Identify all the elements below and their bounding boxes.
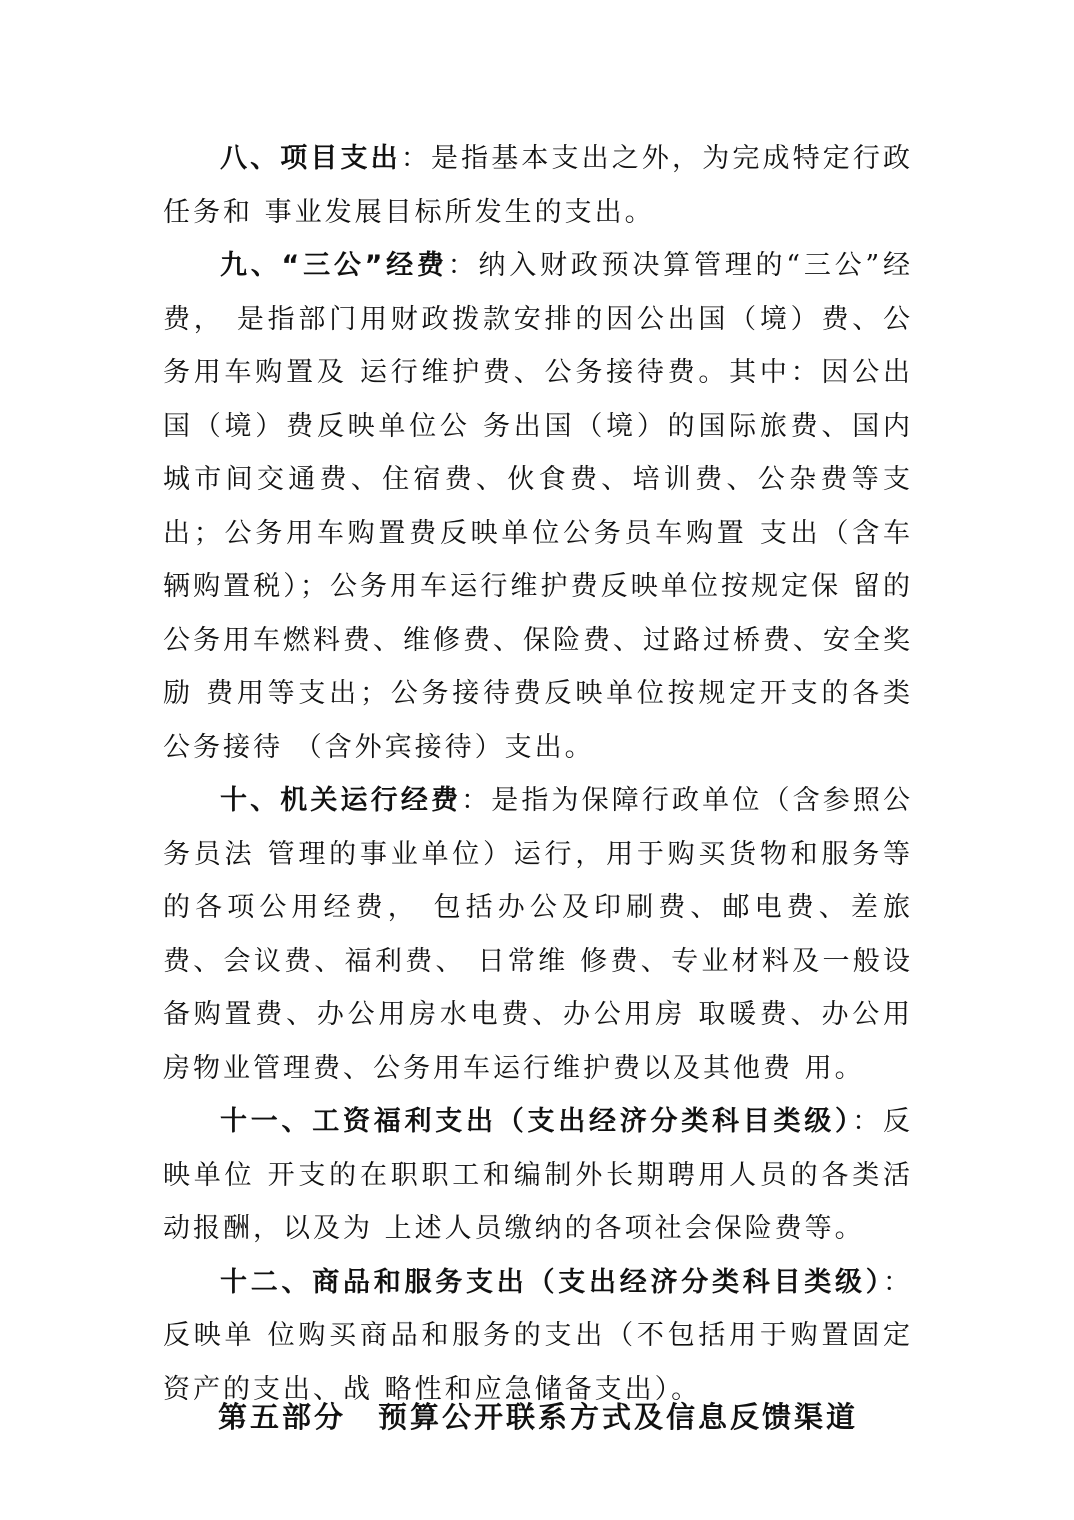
term-heading: 十、机关运行经费 — [220, 785, 462, 816]
paragraph-three-public-expenses — [163, 239, 913, 774]
term-heading: 十一、工资福利支出（支出经济分类科目类级） — [220, 1106, 853, 1137]
term-heading: 十二、商品和服务支出（支出经济分类科目类级） — [220, 1266, 883, 1298]
paragraph-agency-operating-funds — [163, 774, 913, 1095]
term-heading: 八、项目支出 — [220, 143, 401, 174]
paragraph-text: ：反映单位 开支的在职职工和编制外长期聘用人员的各类活动报酬，以及为 上述人员缴纳的各项社会保险费等。 — [163, 1106, 913, 1244]
paragraph-text: ：是指为保障行政单位（含参照公务员法 管理的事业单位）运行，用于购买货物和服务等的各项公用经费， 包括办公及印刷费、邮电费、差旅费、会议费、福利费、 日常维 修费、专业材料及一般设备购置费、办公用房水电费、办公用房 取暖费、办公用房物业管理费、公务用车运行维护费以及其他费 用。 — [163, 785, 914, 1084]
section-title: 第五部分 预算公开联系方式及信息反馈渠道 — [217, 1400, 858, 1434]
term-heading: 九、“三公”经费 — [220, 250, 448, 281]
document-body — [163, 132, 913, 1416]
paragraph-wage-welfare-expenditure — [163, 1095, 913, 1256]
paragraph-text: ：反映单 位购买商品和服务的支出（不包括用于购置固定资产的支出、战 略性和应急储备支出）。 — [163, 1266, 913, 1405]
paragraph-text: ：是指基本支出之外，为完成特定行政任务和 事业发展目标所发生的支出。 — [163, 143, 914, 228]
paragraph-goods-services-expenditure — [163, 1256, 913, 1417]
paragraph-project-expenditure — [163, 132, 913, 239]
paragraph-text: ：纳入财政预决算管理的“三公”经费， 是指部门用财政拨款安排的因公出国（境）费、公务用车购置及 运行维护费、公务接待费。其中：因公出国（境）费反映单位公 务出国（境）的国际旅费、国内城市间交通费、住宿费、伙食费、培训费、公杂费等支出；公务用车购置费反映单位公务员车购置 支出（含车辆购置税）；公务用车运行维护费反映单位按规定保 留的公务用车燃料费、维修费、保险费、过路过桥费、安全奖励 费用等支出；公务接待费反映单位按规定开支的各类公务接待 （含外宾接待）支出。 — [163, 250, 913, 763]
